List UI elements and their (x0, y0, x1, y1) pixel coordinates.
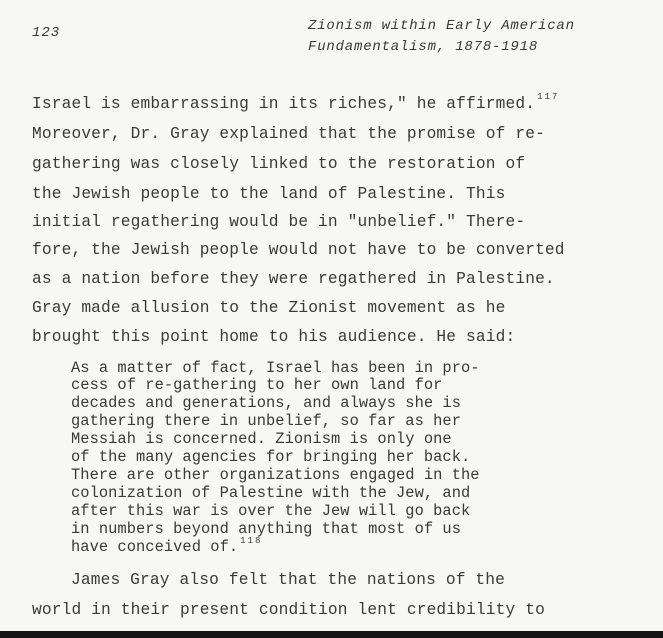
page-number: 123 (32, 25, 61, 41)
body-line: Moreover, Dr. Gray explained that the promise of re- (32, 125, 545, 143)
body-line: brought this point home to his audience. He said: (32, 328, 516, 346)
running-title (308, 16, 575, 58)
body-line: James Gray also felt that the nations of the (71, 571, 506, 589)
quote-text: have conceived of. (71, 538, 239, 556)
quote-line: cess of re-gathering to her own land for (71, 376, 443, 394)
body-line (32, 92, 560, 113)
body-line: world in their present condition lent credibility to (32, 601, 545, 619)
body-line: fore, the Jewish people would not have to be converted (32, 241, 565, 259)
quote-line: gathering there in unbelief, so far as her (71, 412, 462, 430)
quote-line: decades and generations, and always she is (71, 394, 462, 412)
body-line: Gray made allusion to the Zionist movement as he (32, 299, 506, 317)
bottom-border-bar (0, 631, 663, 638)
quote-line: after this war is over the Jew will go back (71, 502, 471, 520)
quote-line: in numbers beyond anything that most of us (71, 520, 462, 538)
quote-line: Messiah is concerned. Zionism is only one (71, 430, 452, 448)
footnote-ref: 117 (537, 92, 560, 102)
body-line: as a nation before they were regathered in Palestine. (32, 270, 555, 288)
body-line: initial regathering would be in "unbelief." There- (32, 213, 526, 231)
running-title-line-2: Fundamentalism, 1878-1918 (308, 39, 539, 55)
quote-line: There are other organizations engaged in the (71, 466, 480, 484)
running-title-line-1: Zionism within Early American (308, 18, 575, 34)
body-text: Israel is embarrassing in its riches," he affirmed. (32, 95, 536, 113)
quote-line: As a matter of fact, Israel has been in pro- (71, 359, 480, 377)
quote-line: of the many agencies for bringing her back. (71, 448, 471, 466)
quote-line: colonization of Palestine with the Jew, and (71, 484, 471, 502)
quote-line (71, 538, 262, 556)
body-line: the Jewish people to the land of Palestine. This (32, 185, 506, 203)
body-line: gathering was closely linked to the restoration of (32, 155, 526, 173)
footnote-ref: 118 (240, 536, 263, 546)
